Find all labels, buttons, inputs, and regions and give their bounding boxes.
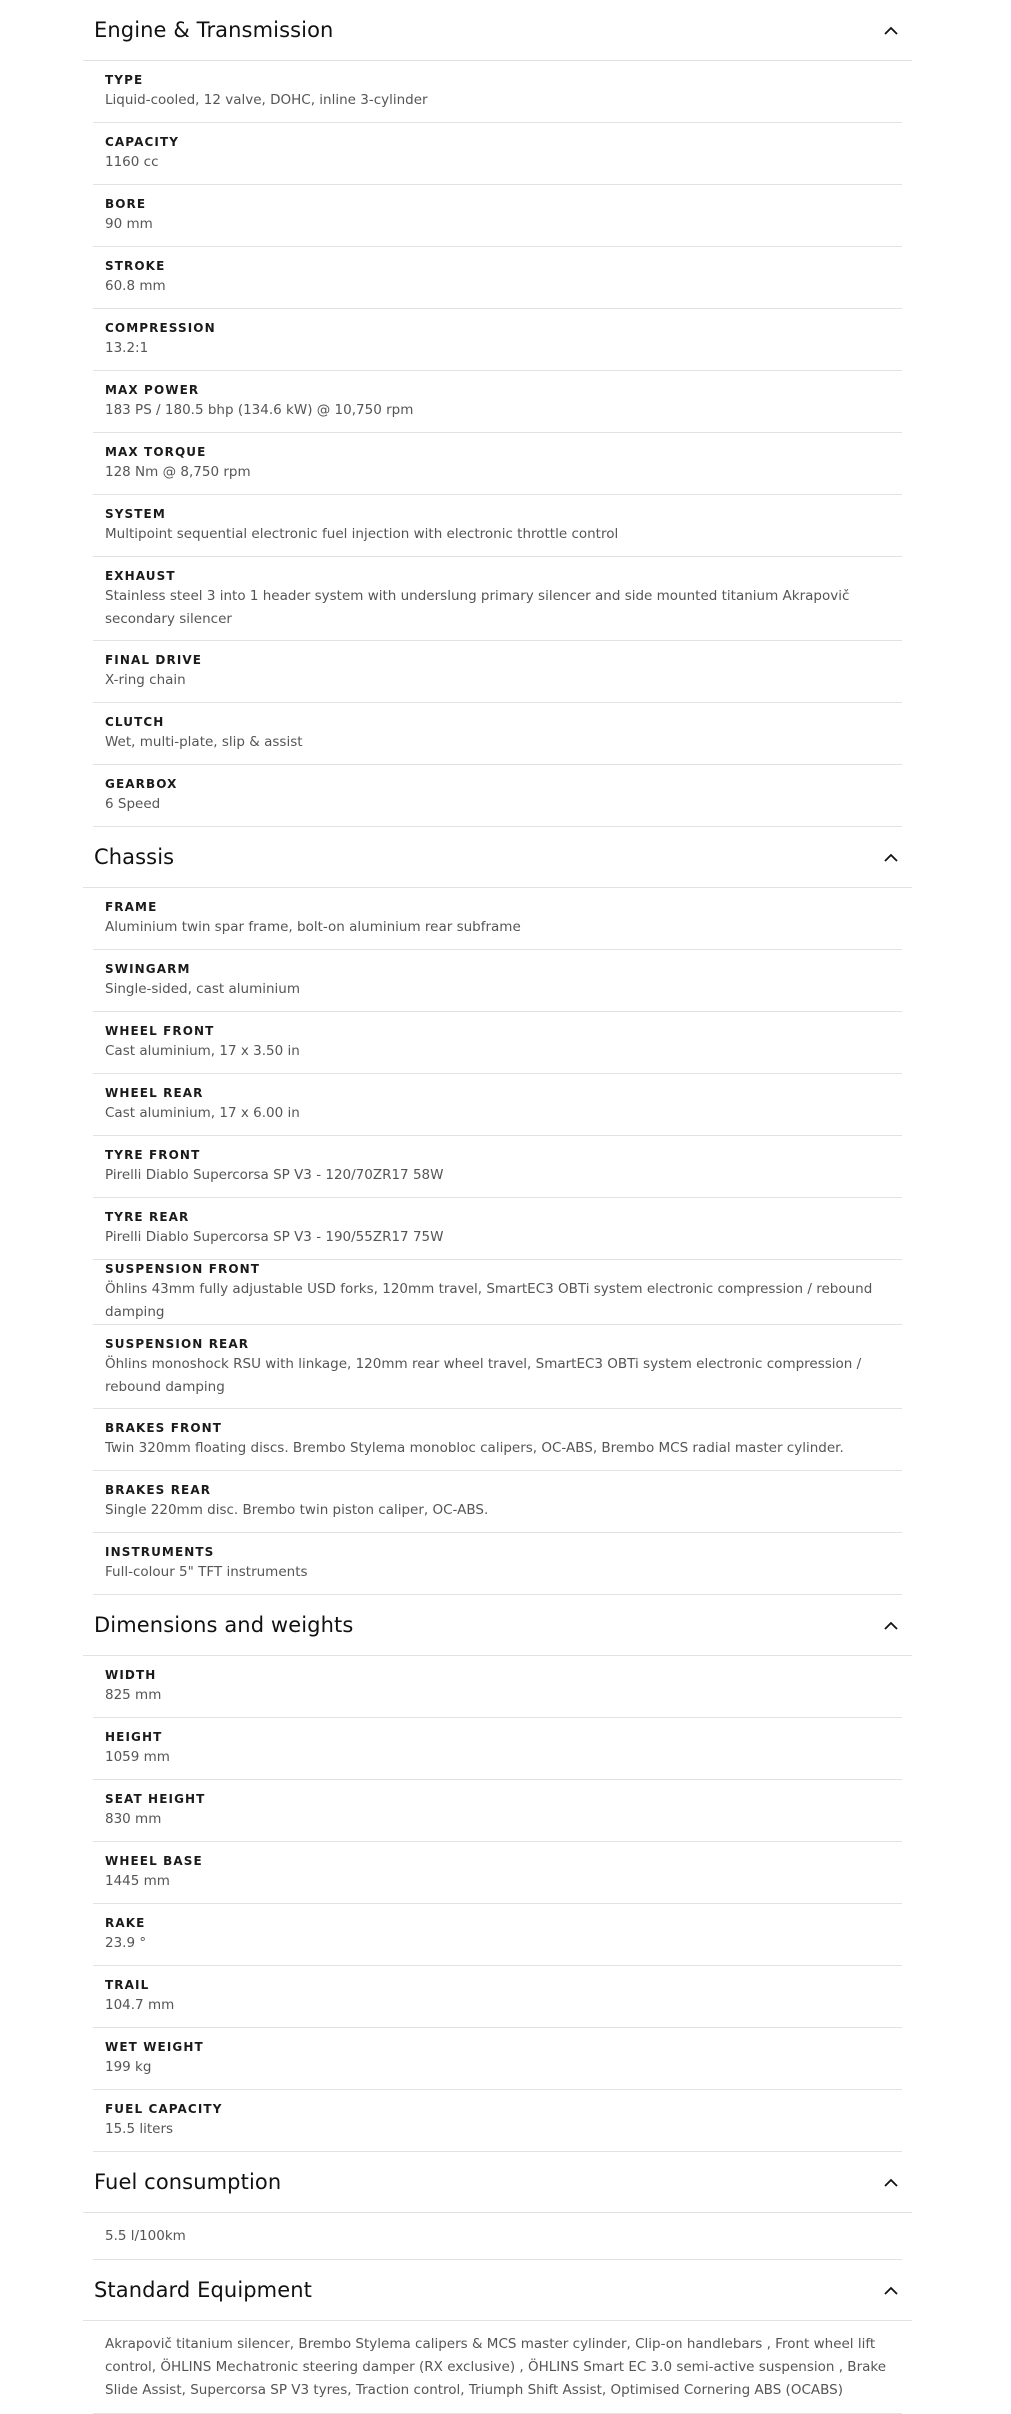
spec-label: COMPRESSION xyxy=(105,321,216,335)
spec-item-compression xyxy=(93,309,902,371)
spec-value: Single-sided, cast aluminium xyxy=(105,981,300,997)
spec-label: FUEL CAPACITY xyxy=(105,2102,223,2116)
spec-item-height xyxy=(93,1718,902,1780)
section-dimensions-weights xyxy=(83,1595,912,2152)
spec-label: HEIGHT xyxy=(105,1730,163,1744)
spec-label: FINAL DRIVE xyxy=(105,653,203,667)
spec-item-max-power xyxy=(93,371,902,433)
spec-label: BORE xyxy=(105,197,147,211)
spec-label: BRAKES REAR xyxy=(105,1483,212,1497)
spec-label: STROKE xyxy=(105,259,166,273)
spec-item-swingarm xyxy=(93,950,902,1012)
section-title: Chassis xyxy=(94,845,175,869)
spec-label: MAX TORQUE xyxy=(105,445,207,459)
spec-value: Liquid-cooled, 12 valve, DOHC, inline 3-cylinder xyxy=(105,92,428,108)
spec-value: Cast aluminium, 17 x 6.00 in xyxy=(105,1105,300,1121)
spec-value: Single 220mm disc. Brembo twin piston caliper, OC-ABS. xyxy=(105,1502,489,1518)
spec-value: 825 mm xyxy=(105,1687,162,1703)
standard-equipment-text xyxy=(93,2321,902,2414)
spec-label: CLUTCH xyxy=(105,715,165,729)
fuel-consumption-text xyxy=(93,2213,902,2260)
spec-item-wet-weight xyxy=(93,2028,902,2090)
chevron-up-icon[interactable] xyxy=(882,2281,900,2299)
spec-label: BRAKES FRONT xyxy=(105,1421,223,1435)
section-standard-equipment xyxy=(83,2260,912,2414)
section-header-standard-equipment[interactable] xyxy=(83,2260,912,2321)
spec-value: Wet, multi-plate, slip & assist xyxy=(105,734,303,750)
spec-item-brakes-rear xyxy=(93,1471,902,1533)
spec-label: WHEEL BASE xyxy=(105,1854,203,1868)
spec-label: SYSTEM xyxy=(105,507,166,521)
spec-label: RAKE xyxy=(105,1916,146,1930)
spec-item-clutch xyxy=(93,703,902,765)
spec-label: EXHAUST xyxy=(105,568,176,583)
spec-item-brakes-front xyxy=(93,1409,902,1471)
spec-label: WIDTH xyxy=(105,1668,157,1682)
spec-item-wheel-rear xyxy=(93,1074,902,1136)
spec-item-fuel-capacity xyxy=(93,2090,902,2152)
spec-label: TRAIL xyxy=(105,1978,150,1992)
spec-value: 15.5 liters xyxy=(105,2121,174,2137)
spec-label: INSTRUMENTS xyxy=(105,1545,215,1559)
spec-item-tyre-front xyxy=(93,1136,902,1198)
spec-label: TYRE REAR xyxy=(105,1210,190,1224)
spec-item-exhaust xyxy=(93,557,902,641)
spec-item-capacity xyxy=(93,123,902,185)
spec-item-rake xyxy=(93,1904,902,1966)
section-title: Engine & Transmission xyxy=(94,18,334,42)
spec-list xyxy=(93,61,902,827)
section-header-engine-transmission[interactable] xyxy=(83,0,912,61)
section-title: Standard Equipment xyxy=(94,2278,313,2302)
spec-label: MAX POWER xyxy=(105,383,200,397)
spec-value: 183 PS / 180.5 bhp (134.6 kW) @ 10,750 rpm xyxy=(105,402,414,418)
spec-item-type xyxy=(93,61,902,123)
spec-value: 199 kg xyxy=(105,2059,152,2075)
spec-value: Pirelli Diablo Supercorsa SP V3 - 190/55ZR17 75W xyxy=(105,1229,444,1245)
spec-accordion xyxy=(83,0,912,2414)
spec-label: WHEEL FRONT xyxy=(105,1024,215,1038)
spec-item-final-drive xyxy=(93,641,902,703)
spec-value: 1160 cc xyxy=(105,154,159,170)
spec-item-width xyxy=(93,1656,902,1718)
spec-item-bore xyxy=(93,185,902,247)
spec-list xyxy=(93,1656,902,2152)
spec-value: Aluminium twin spar frame, bolt-on aluminium rear subframe xyxy=(105,919,521,935)
spec-item-max-torque xyxy=(93,433,902,495)
spec-item-frame xyxy=(93,888,902,950)
spec-value: 60.8 mm xyxy=(105,278,166,294)
spec-value: 128 Nm @ 8,750 rpm xyxy=(105,464,251,480)
spec-value: 13.2:1 xyxy=(105,340,149,356)
chevron-up-icon[interactable] xyxy=(882,2173,900,2191)
spec-item-trail xyxy=(93,1966,902,2028)
spec-item-wheel-front xyxy=(93,1012,902,1074)
spec-value: Multipoint sequential electronic fuel injection with electronic throttle control xyxy=(105,526,619,542)
section-title: Fuel consumption xyxy=(94,2170,282,2194)
section-header-fuel-consumption[interactable] xyxy=(83,2152,912,2213)
section-fuel-consumption xyxy=(83,2152,912,2260)
spec-value: 90 mm xyxy=(105,216,153,232)
spec-item-stroke xyxy=(93,247,902,309)
spec-item-system xyxy=(93,495,902,557)
spec-item-gearbox xyxy=(93,765,902,827)
spec-value: Öhlins monoshock RSU with linkage, 120mm rear wheel travel, SmartEC3 OBTi system electronic compression / rebound damping xyxy=(105,1355,862,1395)
spec-label: GEARBOX xyxy=(105,777,178,791)
spec-value: Full-colour 5" TFT instruments xyxy=(105,1564,308,1580)
spec-label: WET WEIGHT xyxy=(105,2040,204,2054)
chevron-up-icon[interactable] xyxy=(882,848,900,866)
chevron-up-icon[interactable] xyxy=(882,21,900,39)
spec-item-tyre-rear xyxy=(93,1198,902,1260)
spec-label: SUSPENSION REAR xyxy=(105,1336,250,1351)
spec-label: CAPACITY xyxy=(105,135,180,149)
section-header-chassis[interactable] xyxy=(83,827,912,888)
spec-label: TYPE xyxy=(105,73,144,87)
spec-item-instruments xyxy=(93,1533,902,1595)
spec-value: Cast aluminium, 17 x 3.50 in xyxy=(105,1043,300,1059)
spec-label: FRAME xyxy=(105,900,158,914)
spec-value: 23.9 ° xyxy=(105,1935,147,1951)
spec-label: SUSPENSION FRONT xyxy=(105,1262,261,1276)
spec-value: 830 mm xyxy=(105,1811,162,1827)
section-engine-transmission xyxy=(83,0,912,827)
spec-list xyxy=(93,2321,902,2414)
spec-item-suspension-rear xyxy=(93,1325,902,1409)
spec-label: SEAT HEIGHT xyxy=(105,1792,206,1806)
spec-label: TYRE FRONT xyxy=(105,1148,201,1162)
spec-item-wheel-base xyxy=(93,1842,902,1904)
section-title: Dimensions and weights xyxy=(94,1613,354,1637)
spec-item-suspension-front xyxy=(93,1260,902,1325)
spec-value: 104.7 mm xyxy=(105,1997,175,2013)
spec-item-seat-height xyxy=(93,1780,902,1842)
spec-list xyxy=(93,888,902,1595)
spec-value: X-ring chain xyxy=(105,672,186,688)
chevron-up-icon[interactable] xyxy=(882,1616,900,1634)
spec-value: 5.5 l/100km xyxy=(105,2227,186,2244)
section-chassis xyxy=(83,827,912,1595)
spec-label: SWINGARM xyxy=(105,962,191,976)
spec-value: Twin 320mm floating discs. Brembo Stylema monobloc calipers, OC-ABS, Brembo MCS radial master cylinder. xyxy=(105,1440,844,1456)
spec-value: Öhlins 43mm fully adjustable USD forks, 120mm travel, SmartEC3 OBTi system electronic compression / rebound damping xyxy=(105,1281,873,1320)
section-header-dimensions-weights[interactable] xyxy=(83,1595,912,1656)
spec-value: 1445 mm xyxy=(105,1873,170,1889)
spec-value: Stainless steel 3 into 1 header system with underslung primary silencer and side mounted titanium Akrapovič secondary silencer xyxy=(105,587,850,627)
spec-value: 6 Speed xyxy=(105,796,161,812)
spec-value: 1059 mm xyxy=(105,1749,170,1765)
spec-label: WHEEL REAR xyxy=(105,1086,204,1100)
spec-value: Akrapovič titanium silencer, Brembo Stylema calipers & MCS master cylinder, Clip-on handlebars , Front wheel lift control, ÖHLINS Mechatronic steering damper (RX exclusive) , ÖHLINS Smart EC 3.0 semi-active suspension , Brake Slide Assist, Supercorsa SP V3 tyres, Traction control, Triumph Shift Assist, Optimised Cornering ABS (OCABS) xyxy=(105,2335,887,2398)
spec-list xyxy=(93,2213,902,2260)
spec-value: Pirelli Diablo Supercorsa SP V3 - 120/70ZR17 58W xyxy=(105,1167,444,1183)
